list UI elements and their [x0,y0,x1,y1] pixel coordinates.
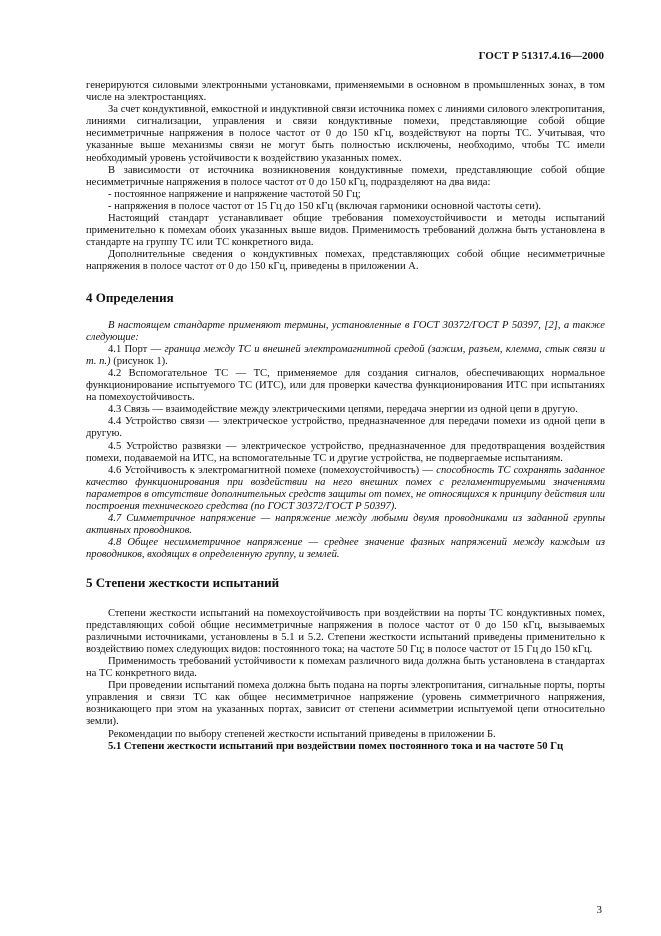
paragraph: При проведении испытаний помеха должна быть подана на порты электропитания, сигнальные порты, порты управления и связи ТС как общее несимметричное напряжение (уровень симметричного напряжения, возникающего при этом на указанных портах, зависит от степени асимметрии испытуемой цепи относительно земли). [86,680,605,728]
paragraph: генерируются силовыми электронными установками, применяемыми в основном в промышленных зонах, в том числе на электростанциях. [86,80,605,104]
definition-4-2: 4.2 Вспомогательное ТС — ТС, применяемое для создания сигналов, обеспечивающих нормальное функционирование испытуемого ТС (ИТС), или для проверки качества функционирования ИТС при испытаниях на помехоустойчивость. [86,367,605,404]
paragraph: Степени жесткости испытаний на помехоустойчивость при воздействии на порты ТС кондуктивных помех, представляющих собой общие несимметричные напряжения в полосе частот от 0 до 150 кГц, вызываемых различными источниками, установлены в 5.1 и 5.2. Степени жесткости испытаний приведены применительно к воздействию помех следующих видов: постоянного тока; на частоте 50 Гц; в полосе частот от 15 Гц до 150 кГц. [86,607,605,655]
definition-4-8: 4.8 Общее несимметричное напряжение — среднее значение фазных напряжений между каждым из проводников, входящих в определенную группу, и землей. [86,537,605,561]
paragraph: За счет кондуктивной, емкостной и индуктивной связи источника помех с линиями силового электропитания, линиями сигнализации, управления и связи кондуктивные помехи, представляющие собой общие несимметричные напряжения в полосе частот от 0 до 150 кГц, воздействуют на порты ТС. Учитывая, что указанные выше механизмы связи не могут быть полностью исключены, необходимо, чтобы ТС имели необходимый уровень устойчивости к воздействию указанных помех. [86,104,605,164]
list-item: - постоянное напряжение и напряжение частотой 50 Гц; [108,188,361,200]
section-4-heading: 4 Определения [86,289,174,305]
list-item: - напряжения в полосе частот от 15 Гц до 150 кГц (включая гармоники основной частоты сети). [108,200,542,212]
subsection-5-1-heading: 5.1 Степени жесткости испытаний при воздействии помех постоянного тока и на частоте 50 Гц [108,740,564,752]
definition-4-3: 4.3 Связь — взаимодействие между электрическими цепями, передача энергии из одной цепи в другую. [108,404,578,416]
term: 4.6 Устойчивость к электромагнитной помехе (помехоустойчивость) — [108,464,437,476]
definition-4-4: 4.4 Устройство связи — электрическое устройство, предназначенное для передачи помехи из одной цепи в другую. [86,416,605,440]
paragraph: Дополнительные сведения о кондуктивных помехах, представляющих собой общие несимметричные напряжения в полосе частот от 0 до 150 кГц, приведены в приложении А. [86,249,605,273]
definition-text: граница между ТС и внешней электромагнитной средой (зажим, разъем, клемма, стык связи и т. п.) [86,343,605,367]
paragraph: Настоящий стандарт устанавливает общие требования помехоустойчивости и методы испытаний применительно к помехам обоих указанных выше видов. Применимость требований должна быть установлена в стандарте на группу ТС или ТС конкретного вида. [86,213,605,249]
page-number: 3 [596,904,602,916]
definitions-intro: В настоящем стандарте применяют термины, установленные в ГОСТ 30372/ГОСТ Р 50397, [2], а также следующие: [86,319,605,343]
definition-4-5: 4.5 Устройство развязки — электрическое устройство, предназначенное для предотвращения воздействия помехи, подаваемой на ИТС, на вспомогательные ТС и другие устройства, не подвергаемые испытаниям. [86,440,605,464]
definition-text: способность ТС сохранять заданное качество функционирования при воздействии на него внешних помех с регламентируемыми значениями параметров в отсутствие дополнительных средств защиты от помех, не относящихся к принципу действия или построения технического средства (по ГОСТ 30372/ГОСТ Р 50397). [86,464,605,512]
section-5-heading: 5 Степени жесткости испытаний [86,575,280,591]
document-body [86,80,605,753]
definition-tail: (рисунок 1). [110,355,168,367]
definition-4-1 [86,344,605,368]
term: 4.1 Порт — [108,343,165,355]
paragraph: Применимость требований устойчивости к помехам различного вида должна быть установлена в стандартах на ТС конкретного вида. [86,655,605,680]
definition-4-6 [86,465,605,513]
paragraph: Рекомендации по выбору степеней жесткости испытаний приведены в приложении Б. [108,728,496,740]
standard-header: ГОСТ Р 51317.4.16—2000 [478,50,604,62]
paragraph: В зависимости от источника возникновения кондуктивные помехи, представляющие собой общие несимметричные напряжения в полосе частот от 0 до 150 кГц, подразделяют на два вида: [86,164,605,188]
definition-4-7: 4.7 Симметричное напряжение — напряжение между любыми двумя проводниками из заданной группы активных проводников. [86,513,605,537]
